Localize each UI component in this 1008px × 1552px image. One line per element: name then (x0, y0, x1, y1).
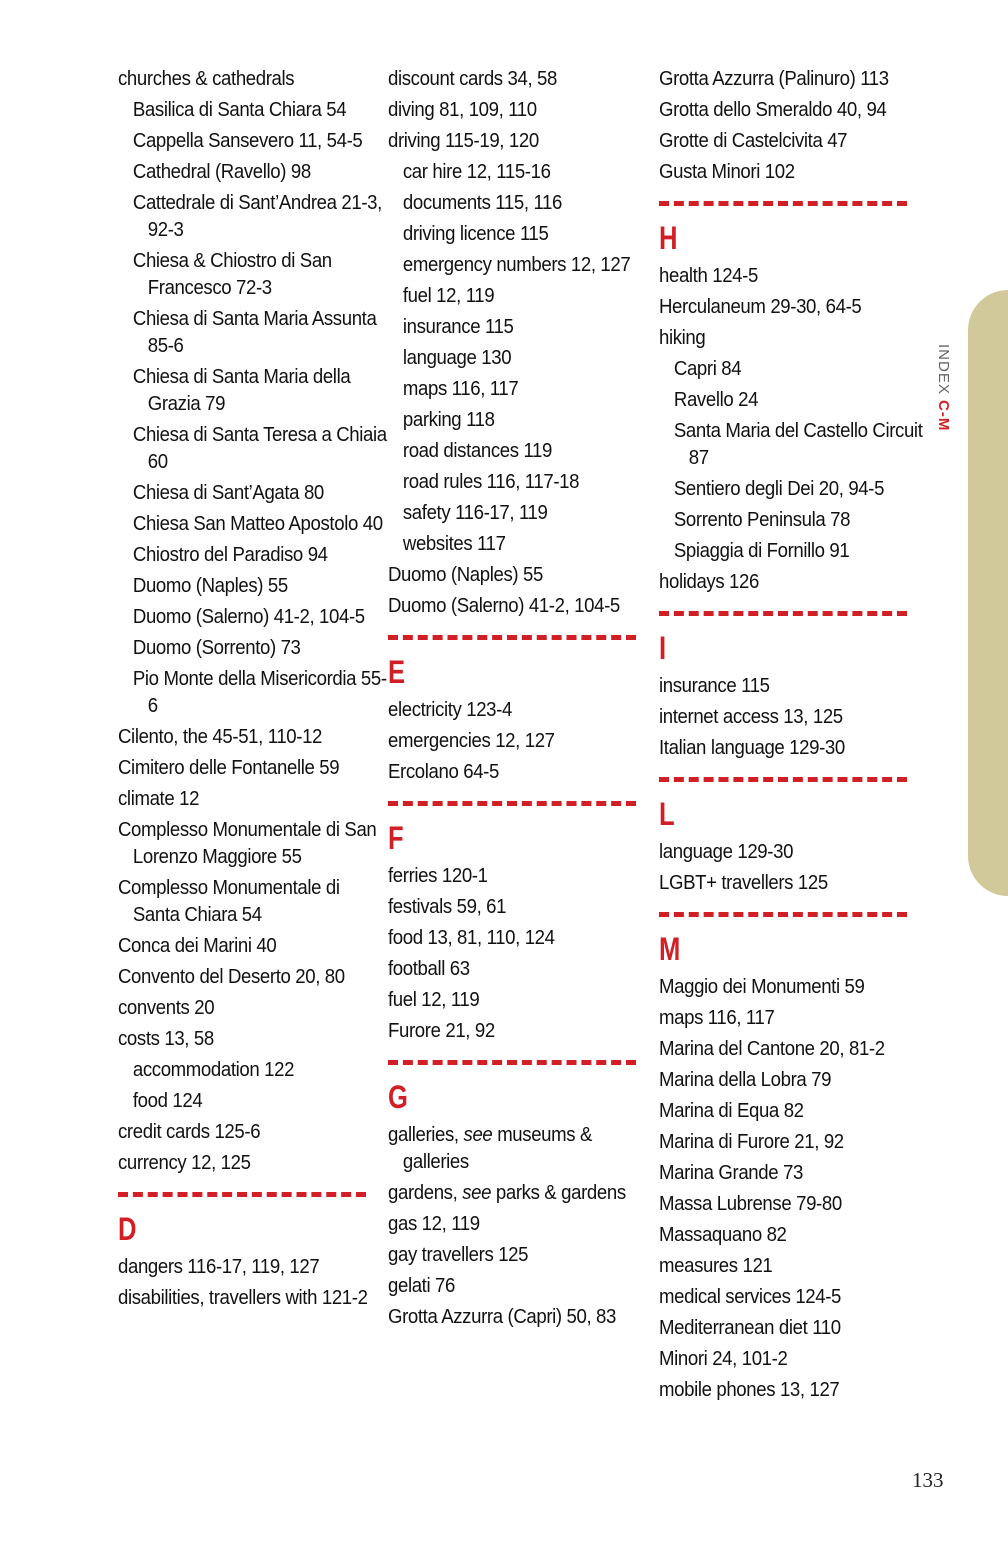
section-tab-title: INDEX (935, 344, 952, 395)
section-tab-label (935, 344, 952, 431)
index-entry: Cimitero delle Fontanelle 59 (118, 757, 340, 779)
index-subentry: maps 116, 117 (402, 378, 519, 400)
section-letter: L (659, 796, 675, 832)
index-entry: discount cards 34, 58 (388, 68, 557, 90)
index-entry: Grotta Azzurra (Capri) 50, 83 (388, 1306, 617, 1328)
index-subentry: Chiostro del Paradiso 94 (132, 544, 328, 566)
section-letter: H (659, 220, 678, 256)
index-entry: dangers 116-17, 119, 127 (118, 1256, 320, 1278)
index-column-1 (118, 66, 387, 1316)
index-entry: LGBT+ travellers 125 (659, 872, 828, 894)
index-entry: Marina di Equa 82 (659, 1100, 804, 1122)
section-letter: M (659, 931, 681, 967)
section-tab-range: C-M (935, 400, 952, 432)
index-entry: Convento del Deserto 20, 80 (118, 966, 345, 988)
index-subentry: insurance 115 (402, 316, 514, 338)
index-subentry: Pio Monte della Misericordia 55-6 (132, 668, 387, 717)
index-column-2 (388, 66, 640, 1335)
index-entry: health 124-5 (659, 265, 758, 287)
index-entry: Grotta dello Smeraldo 40, 94 (659, 99, 887, 121)
index-entry: food 13, 81, 110, 124 (388, 927, 555, 949)
index-entry: churches & cathedrals (118, 68, 295, 90)
index-entry: climate 12 (118, 788, 200, 810)
index-entry: convents 20 (118, 997, 215, 1019)
index-subentry: accommodation 122 (132, 1059, 295, 1081)
index-subentry: Sentiero degli Dei 20, 94-5 (673, 478, 885, 500)
index-entry: insurance 115 (659, 675, 770, 697)
section-letter: F (388, 820, 404, 856)
index-entry: gardens, see parks & gardens (388, 1182, 626, 1204)
index-subentry: road distances 119 (402, 440, 552, 462)
index-entry: driving 115-19, 120 (388, 130, 539, 152)
index-entry: costs 13, 58 (118, 1028, 214, 1050)
index-column-3 (659, 66, 923, 1408)
index-entry: internet access 13, 125 (659, 706, 843, 728)
index-entry: Herculaneum 29-30, 64-5 (659, 296, 862, 318)
section-divider (388, 801, 636, 806)
index-entry: Massaquano 82 (659, 1224, 787, 1246)
index-entry: electricity 123-4 (388, 699, 512, 721)
index-entry: Duomo (Naples) 55 (388, 564, 543, 586)
index-subentry: safety 116-17, 119 (402, 502, 548, 524)
index-entry: Ercolano 64-5 (388, 761, 499, 783)
index-entry: Furore 21, 92 (388, 1020, 495, 1042)
index-entry: Complesso Monumentale di San Lorenzo Maggiore 55 (118, 819, 377, 868)
index-subentry: Basilica di Santa Chiara 54 (132, 99, 347, 121)
section-letter: E (388, 654, 406, 690)
index-subentry: Capri 84 (673, 358, 742, 380)
index-entry: ferries 120-1 (388, 865, 488, 887)
index-entry: Marina di Furore 21, 92 (659, 1131, 844, 1153)
index-entry: Massa Lubrense 79-80 (659, 1193, 842, 1215)
index-entry: mobile phones 13, 127 (659, 1379, 840, 1401)
section-letter: D (118, 1211, 137, 1247)
index-entry: Marina della Lobra 79 (659, 1069, 832, 1091)
index-entry: maps 116, 117 (659, 1007, 775, 1029)
index-subentry: Cappella Sansevero 11, 54-5 (132, 130, 363, 152)
index-entry: measures 121 (659, 1255, 773, 1277)
index-subentry: websites 117 (402, 533, 506, 555)
index-entry: galleries, see museums & galleries (388, 1124, 593, 1173)
index-entry: disabilities, travellers with 121-2 (118, 1287, 368, 1309)
index-subentry: documents 115, 116 (402, 192, 562, 214)
index-entry: Conca dei Marini 40 (118, 935, 277, 957)
index-entry: Cilento, the 45-51, 110-12 (118, 726, 323, 748)
index-entry: hiking (659, 327, 706, 349)
index-subentry: Cathedral (Ravello) 98 (132, 161, 311, 183)
index-entry: Maggio dei Monumenti 59 (659, 976, 865, 998)
index-entry: Complesso Monumentale di Santa Chiara 54 (118, 877, 340, 926)
index-subentry: car hire 12, 115-16 (402, 161, 551, 183)
section-tab (968, 290, 1008, 896)
section-letter: I (659, 630, 667, 666)
section-letter: G (388, 1079, 408, 1115)
index-subentry: fuel 12, 119 (402, 285, 495, 307)
index-entry: Marina Grande 73 (659, 1162, 803, 1184)
index-subentry: Chiesa San Matteo Apostolo 40 (132, 513, 383, 535)
section-divider (659, 777, 907, 782)
index-subentry: Duomo (Sorrento) 73 (132, 637, 301, 659)
index-entry: football 63 (388, 958, 470, 980)
index-entry: Duomo (Salerno) 41-2, 104-5 (388, 595, 620, 617)
section-divider (659, 611, 907, 616)
index-entry: Gusta Minori 102 (659, 161, 795, 183)
index-subentry: Spiaggia di Fornillo 91 (673, 540, 850, 562)
index-entry: emergencies 12, 127 (388, 730, 555, 752)
index-subentry: language 130 (402, 347, 512, 369)
index-entry: gay travellers 125 (388, 1244, 529, 1266)
index-entry: currency 12, 125 (118, 1152, 251, 1174)
index-entry: medical services 124-5 (659, 1286, 842, 1308)
index-subentry: Ravello 24 (673, 389, 759, 411)
index-subentry: Chiesa di Santa Maria Assunta 85-6 (132, 308, 377, 357)
index-subentry: Duomo (Salerno) 41-2, 104-5 (132, 606, 365, 628)
index-subentry: parking 118 (402, 409, 495, 431)
section-divider (659, 912, 907, 917)
section-divider (388, 1060, 636, 1065)
index-subentry: Chiesa di Santa Maria della Grazia 79 (132, 366, 351, 415)
section-divider (388, 635, 636, 640)
index-entry: holidays 126 (659, 571, 759, 593)
section-divider (118, 1192, 366, 1197)
index-subentry: food 124 (132, 1090, 203, 1112)
index-subentry: Duomo (Naples) 55 (132, 575, 288, 597)
index-entry: Grotte di Castelcivita 47 (659, 130, 848, 152)
index-entry: gas 12, 119 (388, 1213, 480, 1235)
section-divider (659, 201, 907, 206)
page-number: 133 (912, 1468, 944, 1492)
index-entry: Marina del Cantone 20, 81-2 (659, 1038, 885, 1060)
index-subentry: Sorrento Peninsula 78 (673, 509, 851, 531)
index-subentry: emergency numbers 12, 127 (402, 254, 631, 276)
index-subentry: road rules 116, 117-18 (402, 471, 580, 493)
index-entry: Mediterranean diet 110 (659, 1317, 841, 1339)
index-entry: language 129-30 (659, 841, 794, 863)
index-entry: fuel 12, 119 (388, 989, 480, 1011)
index-subentry: Chiesa di Sant’Agata 80 (132, 482, 324, 504)
index-entry: Minori 24, 101-2 (659, 1348, 788, 1370)
index-entry: Grotta Azzurra (Palinuro) 113 (659, 68, 889, 90)
index-subentry: Chiesa & Chiostro di San Francesco 72-3 (132, 250, 332, 299)
index-entry: diving 81, 109, 110 (388, 99, 537, 121)
index-subentry: Chiesa di Santa Teresa a Chiaia 60 (132, 424, 387, 473)
index-subentry: Santa Maria del Castello Circuit 87 (673, 420, 923, 469)
index-entry: credit cards 125-6 (118, 1121, 261, 1143)
index-entry: Italian language 129-30 (659, 737, 845, 759)
index-subentry: Cattedrale di Sant’Andrea 21-3, 92-3 (132, 192, 382, 241)
index-subentry: driving licence 115 (402, 223, 549, 245)
index-entry: festivals 59, 61 (388, 896, 507, 918)
index-entry: gelati 76 (388, 1275, 455, 1297)
